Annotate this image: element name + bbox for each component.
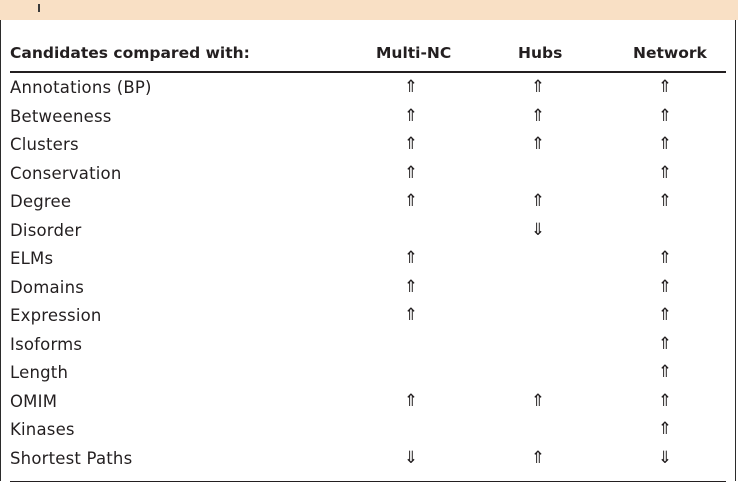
- network-arrow-icon: ⇑: [657, 248, 673, 268]
- multi-nc-arrow-icon: ⇓: [403, 447, 419, 468]
- network-arrow-icon: ⇑: [657, 390, 673, 411]
- multi-nc-arrow-icon: ⇑: [403, 390, 419, 411]
- multi-nc-arrow-icon: ⇑: [403, 191, 419, 211]
- network-arrow-icon: ⇑: [657, 276, 673, 297]
- table-row: [10, 106, 726, 135]
- row-label: Betweeness: [10, 106, 112, 126]
- header-hubs: Hubs: [518, 44, 563, 62]
- row-label: ELMs: [10, 249, 54, 268]
- table-row: [10, 419, 726, 448]
- table-row: [10, 134, 726, 163]
- multi-nc-arrow-icon: ⇑: [403, 105, 419, 126]
- row-label: Disorder: [10, 220, 82, 240]
- table-row: [10, 305, 726, 334]
- table-row: [10, 448, 726, 477]
- table-row: [10, 77, 726, 106]
- network-arrow-icon: ⇑: [657, 134, 673, 154]
- network-arrow-icon: ⇑: [657, 305, 673, 325]
- hubs-arrow-icon: ⇓: [530, 219, 546, 240]
- multi-nc-arrow-icon: ⇑: [403, 77, 419, 97]
- table-row: [10, 163, 726, 192]
- multi-nc-arrow-icon: ⇑: [403, 134, 419, 154]
- hubs-arrow-icon: ⇑: [530, 105, 546, 126]
- table-body: [10, 77, 726, 476]
- hubs-arrow-icon: ⇑: [530, 447, 546, 468]
- row-label: OMIM: [10, 391, 58, 411]
- row-label: Expression: [10, 306, 102, 325]
- header-network: Network: [633, 44, 707, 62]
- header-multi-nc: Multi-NC: [376, 44, 452, 62]
- table-row: [10, 362, 726, 391]
- network-arrow-icon: ⇑: [657, 105, 673, 126]
- network-arrow-icon: ⇓: [657, 447, 673, 468]
- header-candidates: Candidates compared with:: [10, 44, 250, 62]
- network-arrow-icon: ⇑: [657, 191, 673, 211]
- table-row: [10, 391, 726, 420]
- caption-band: [0, 0, 738, 20]
- row-label: Kinases: [10, 420, 75, 439]
- multi-nc-arrow-icon: ⇑: [403, 305, 419, 325]
- table-row: [10, 220, 726, 249]
- row-label: Isoforms: [10, 334, 83, 354]
- network-arrow-icon: ⇑: [657, 333, 673, 354]
- hubs-arrow-icon: ⇑: [530, 134, 546, 154]
- row-label: Shortest Paths: [10, 448, 133, 468]
- network-arrow-icon: ⇑: [657, 77, 673, 97]
- multi-nc-arrow-icon: ⇑: [403, 248, 419, 268]
- multi-nc-arrow-icon: ⇑: [403, 162, 419, 183]
- hubs-arrow-icon: ⇑: [530, 390, 546, 411]
- caption-fragment: [38, 4, 46, 12]
- hubs-arrow-icon: ⇑: [530, 77, 546, 97]
- table-row: [10, 277, 726, 306]
- bottom-rule: [10, 481, 726, 482]
- hubs-arrow-icon: ⇑: [530, 191, 546, 211]
- network-arrow-icon: ⇑: [657, 419, 673, 439]
- multi-nc-arrow-icon: ⇑: [403, 276, 419, 297]
- table-row: [10, 191, 726, 220]
- row-label: Domains: [10, 277, 85, 297]
- header-rule: [10, 71, 726, 73]
- row-label: Conservation: [10, 163, 122, 183]
- network-arrow-icon: ⇑: [657, 362, 673, 382]
- row-label: Degree: [10, 192, 72, 211]
- table-row: [10, 248, 726, 277]
- row-label: Annotations (BP): [10, 78, 152, 97]
- network-arrow-icon: ⇑: [657, 162, 673, 183]
- table-header: [10, 40, 726, 66]
- row-label: Length: [10, 363, 69, 382]
- table-row: [10, 334, 726, 363]
- row-label: Clusters: [10, 135, 79, 154]
